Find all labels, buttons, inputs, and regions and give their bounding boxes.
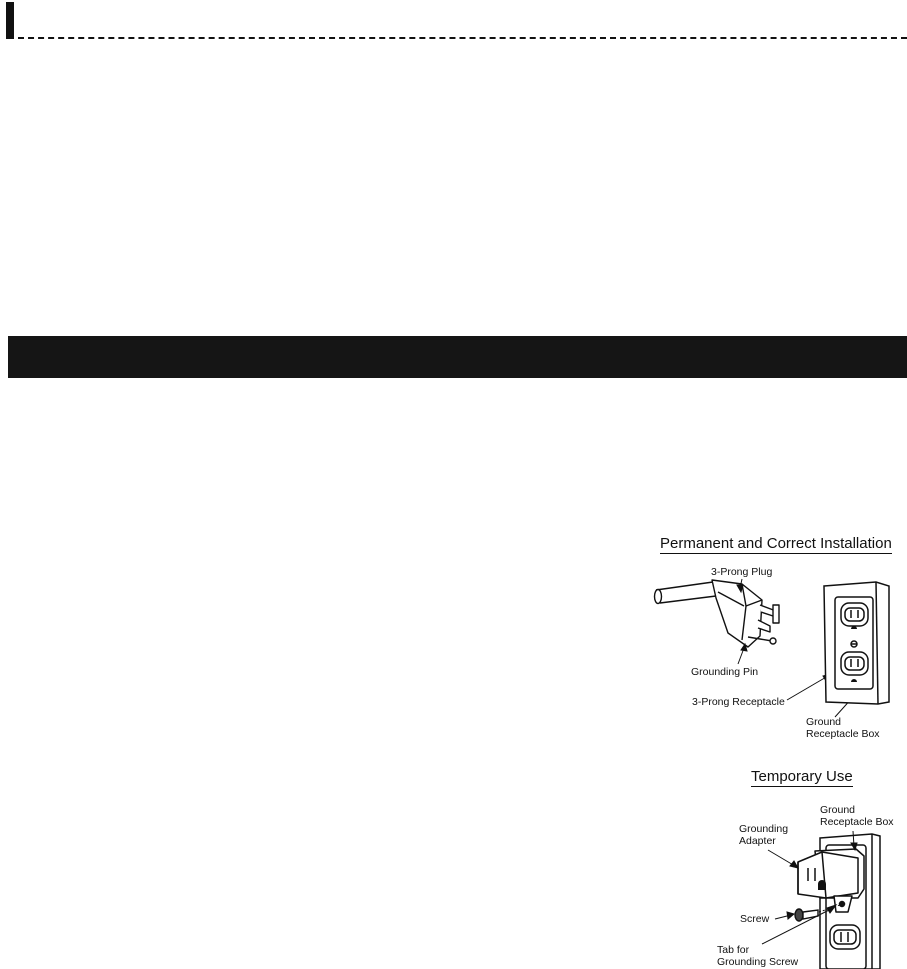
screw xyxy=(795,909,818,921)
label-grounding-line1: Grounding xyxy=(739,823,789,835)
label-temp-ground-line1: Ground xyxy=(820,804,856,816)
label-tab-for-line1: Tab for xyxy=(717,944,750,956)
label-screw: Screw xyxy=(740,913,770,925)
wall-receptacle xyxy=(824,582,889,704)
label-adapter-line2: Adapter xyxy=(739,835,776,847)
label-ground-receptacle-box xyxy=(806,716,880,740)
label-ground-line1: Ground xyxy=(806,716,842,728)
plug-illustration xyxy=(655,580,780,647)
label-grounding-adapter xyxy=(739,823,788,847)
figure-title-permanent: Permanent and Correct Installation xyxy=(660,535,892,552)
label-grounding-screw-line2: Grounding Screw xyxy=(717,956,799,968)
label-3-prong-receptacle: 3-Prong Receptacle xyxy=(692,696,785,708)
label-grounding-pin: Grounding Pin xyxy=(691,666,759,678)
figure-title-temporary: Temporary Use xyxy=(751,768,853,785)
label-temp-ground-receptacle-box xyxy=(820,804,894,828)
label-receptacle-box-line2: Receptacle Box xyxy=(806,728,880,740)
label-3-prong-plug: 3-Prong Plug xyxy=(711,566,773,578)
label-temp-receptacle-box-line2: Receptacle Box xyxy=(820,816,894,828)
label-tab-for-grounding-screw xyxy=(717,944,798,968)
